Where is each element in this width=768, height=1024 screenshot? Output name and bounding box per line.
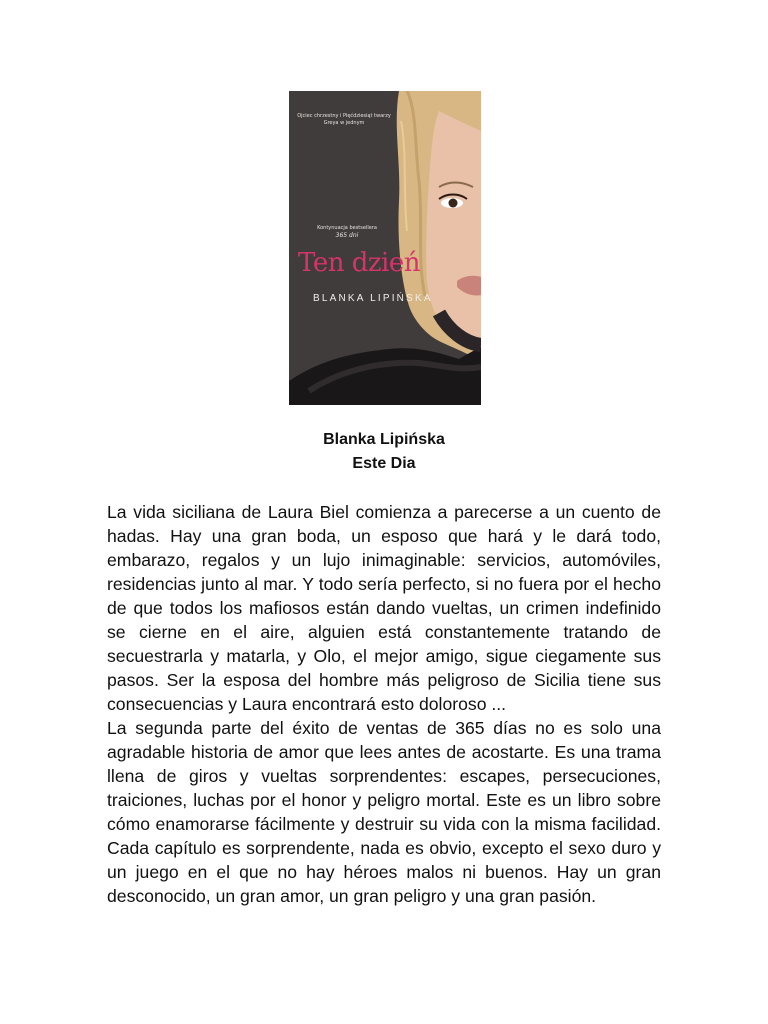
book-title-heading: Este Dia [352,455,416,472]
book-cover [289,91,481,405]
cover-title: Ten dzień [298,248,421,278]
cover-continuation-label: Kontynuacja bestsellera [317,225,377,231]
dress-shape [289,347,481,405]
cover-author: BLANKA LIPIŃSKA [313,293,433,304]
cover-continuation-title: 365 dni [335,232,359,239]
author-heading: Blanka Lipińska [323,431,445,448]
description-paragraph: La segunda parte del éxito de ventas de 365 días no es solo una agradable historia de amor que lees antes de acostarte. Es una trama llena de giros y vueltas sorprendentes: escapes, persecuciones, traiciones, luchas por el honor y peligro mortal. Este es un libro sobre cómo enamorarse fácilmente y destruir su vida con la misma facilidad. Cada capítulo es sorprendente, nada es obvio, excepto el sexo duro y un juego en el que no hay héroes malos ni buenos. Hay un gran desconocido, un gran amor, un gran peligro y una gran pasión. [107,718,661,906]
description-text [107,500,661,908]
cover-continuation [297,225,397,239]
cover-tagline: Ojciec chrzestny i Pięćdziesiąt twarzy Greya w jednym [297,113,391,126]
description-paragraph: La vida siciliana de Laura Biel comienza a parecerse a un cuento de hadas. Hay una gran boda, un esposo que hará y le dará todo, embarazo, regalos y un lujo inimaginable: servicios, automóviles, residencias junto al mar. Y todo sería perfecto, si no fuera por el hecho de que todos los mafiosos están dando vueltas, un crimen indefinido se cierne en el aire, alguien está constantemente tratando de secuestrarla y matarla, y Olo, el mejor amigo, sigue ciegamente sus pasos. Ser la esposa del hombre más peligroso de Sicilia tiene sus consecuencias y Laura encontrará esto doloroso ... [107,502,661,714]
